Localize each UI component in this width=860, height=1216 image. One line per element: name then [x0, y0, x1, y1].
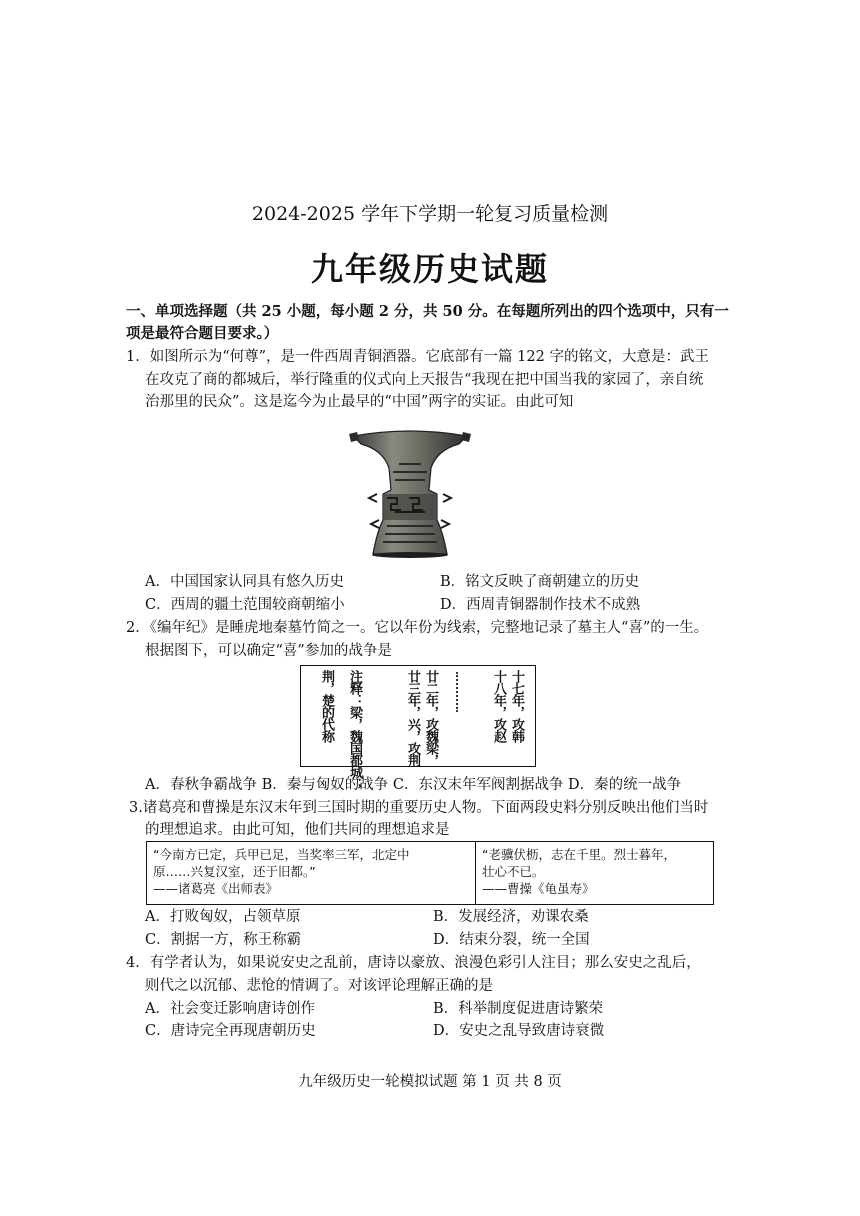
q3-source-zhuge-line2: 原……兴复汉室，还于旧都。” [153, 864, 316, 879]
q3-source-caocao [476, 842, 713, 904]
q3-source-zhuge-line1: “今南方已定，兵甲已足，当奖率三军，北定中 [153, 847, 410, 862]
q1-option-c[interactable]: C．西周的疆土范围较商朝缩小 [145, 597, 345, 613]
q1-option-b[interactable]: B．铭文反映了商朝建立的历史 [440, 574, 640, 590]
exam-subtitle: 2024-2025 学年下学期一轮复习质量检测 [251, 203, 609, 225]
exam-title: 九年级历史试题 [310, 250, 549, 288]
q3-source-table [146, 841, 714, 905]
q1-stem-line1: 1．如图所示为“何尊”，是一件西周青铜酒器。它底部有一篇 122 字的铭文，大意是：武王 [126, 349, 709, 365]
q2-stem-line2: 根据图下，可以确定“喜”参加的战争是 [145, 643, 392, 659]
q4-option-b[interactable]: B．科举制度促进唐诗繁荣 [433, 1001, 604, 1017]
slip-entry-17: 十七年，攻韩 [509, 670, 524, 742]
q2-stem-line1: 2．《编年纪》是睡虎地秦墓竹简之一。它以年份为线索，完整地记录了墓主人“喜”的一生。 [126, 620, 709, 636]
q2-options[interactable]: A．春秋争霸战争 B．秦与匈奴的战争 C．东汉末年军阀割据战争 D．秦的统一战争 [145, 777, 682, 793]
q3-source-zhuge [147, 842, 475, 904]
q3-option-d[interactable]: D．结束分裂，统一全国 [433, 932, 590, 948]
q3-stem-line2: 的理想追求。由此可知，他们共同的理想追求是 [145, 822, 450, 838]
q4-option-c[interactable]: C．唐诗完全再现唐朝历史 [145, 1023, 316, 1039]
q3-source-zhuge-attribution: ——诸葛亮《出师表》 [153, 881, 279, 896]
bamboo-slip-figure [300, 665, 536, 790]
slip-note-line1: 注释：梁，魏国都城； [347, 670, 362, 790]
q3-source-caocao-line2: 壮心不已。 [482, 864, 545, 879]
q3-source-caocao-attribution: ——曹操《龟虽寿》 [482, 881, 595, 896]
q4-stem-line2: 则代之以沉郁、悲怆的情调了。对该评论理解正确的是 [145, 978, 493, 994]
slip-entry-18: 十八年，攻赵 [491, 670, 506, 742]
q3-option-b[interactable]: B．发展经济，劝课农桑 [433, 909, 589, 925]
q3-stem-line1: 3.诸葛亮和曹操是东汉末年到三国时期的重要历史人物。下面两段史料分别反映出他们当时 [129, 800, 709, 816]
he-zun-vessel-image [347, 428, 473, 562]
q4-option-d[interactable]: D．安史之乱导致唐诗衰微 [433, 1023, 605, 1039]
slip-ellipsis-mark [456, 672, 460, 712]
slip-entry-22: 廿二年，攻魏梁， [423, 670, 438, 766]
q1-stem-line2: 在攻克了商的都城后，举行隆重的仪式向上天报告“我现在把中国当我的家园了，亲自统 [145, 372, 704, 388]
q1-stem-line3: 治那里的民众”。这是迄今为止最早的“中国”两字的实证。由此可知 [145, 394, 574, 410]
section-instructions-line2: 项是最符合题目要求。） [126, 325, 279, 342]
page-footer: 九年级历史一轮模拟试题 第 1 页 共 8 页 [298, 1074, 562, 1090]
section-instructions-line1: 一、单项选择题（共 25 小题，每小题 2 分，共 50 分。在每题所列出的四个选项中，只有一 [126, 303, 729, 320]
q4-option-a[interactable]: A．社会变迁影响唐诗创作 [145, 1001, 315, 1017]
q3-option-c[interactable]: C．割据一方，称王称霸 [145, 932, 302, 948]
slip-note-line2: 荆，楚的代称 [319, 670, 334, 742]
q3-source-caocao-line1: “老骥伏枥，志在千里。烈士暮年， [482, 847, 676, 862]
q1-option-d[interactable]: D．西周青铜器制作技术不成熟 [440, 597, 641, 613]
slip-entry-23: 廿三年，兴，攻荆 [405, 670, 420, 766]
q1-option-a[interactable]: A．中国国家认同具有悠久历史 [145, 574, 344, 590]
q3-option-a[interactable]: A．打败匈奴，占领草原 [145, 909, 301, 925]
q4-stem-line1: 4．有学者认为，如果说安史之乱前，唐诗以豪放、浪漫色彩引人注目；那么安史之乱后， [126, 955, 701, 971]
